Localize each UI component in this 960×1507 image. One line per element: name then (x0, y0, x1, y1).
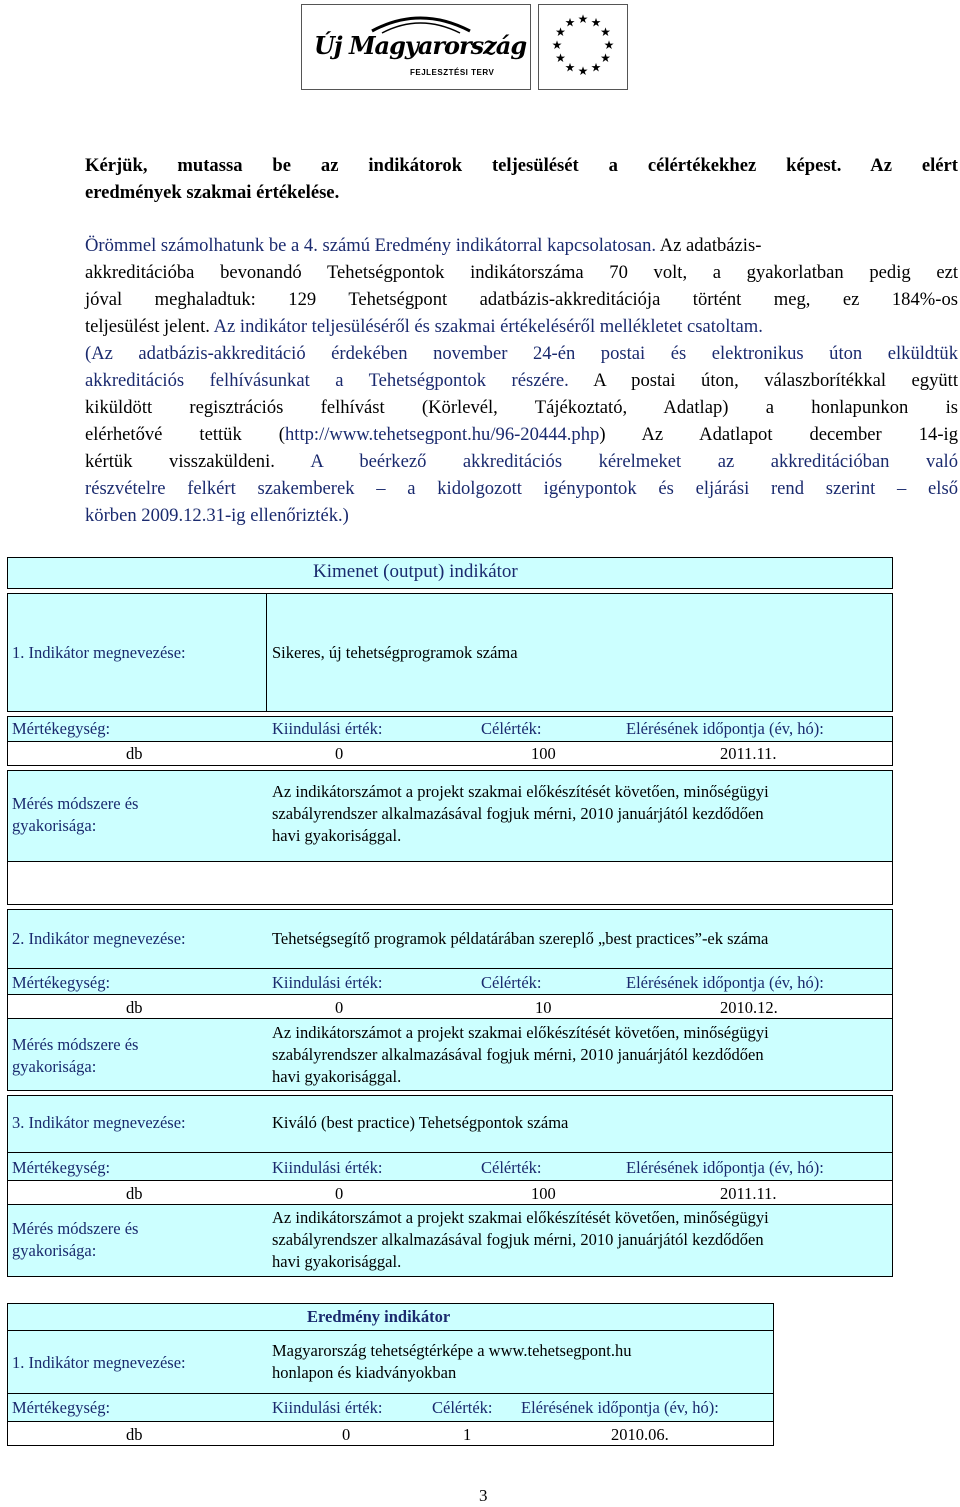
result-date-label: Elérésének időpontja (év, hó): (521, 1398, 719, 1417)
paragraph-line-5: (Az adatbázis-akkreditáció érdekében november 24-én postai és elektronikus úton elküldtük (85, 343, 958, 364)
indicator-3-start: 0 (335, 1184, 344, 1203)
page-number: 3 (479, 1486, 488, 1505)
eu-star: ★ (551, 38, 563, 52)
result-start-label: Kiindulási érték: (272, 1398, 383, 1417)
blank-spacer-row (7, 862, 893, 905)
logo-title: Új Magyarország (314, 31, 527, 60)
target-value-label: Célérték: (481, 719, 542, 738)
result-unit-label: Mértékegység: (12, 1398, 111, 1417)
paragraph-line-9 (85, 449, 958, 476)
question-line-1: Kérjük, mutassa be az indikátorok teljesülését a célértékekhez képest. Az elért (85, 155, 958, 176)
eu-star: ★ (603, 38, 615, 52)
result-indicator-label: 1. Indikátor megnevezése: (12, 1353, 186, 1372)
eu-stars-graphic (539, 5, 627, 89)
paragraph-line-4 (85, 314, 958, 341)
line4-a: teljesülést jelent. (85, 316, 214, 337)
result-start: 0 (342, 1425, 351, 1444)
date-label: Elérésének időpontja (év, hó): (626, 973, 824, 992)
method-text-line2: szabályrendszer alkalmazásával fogjuk mérni, 2010 januárjától kezdődően (272, 804, 764, 823)
indicator-3-target: 100 (531, 1184, 556, 1203)
unit-label: Mértékegység: (12, 973, 111, 992)
result-section-title: Eredmény indikátor (307, 1307, 451, 1326)
indicator-2-unit: db (126, 998, 143, 1017)
eu-star: ★ (600, 51, 611, 65)
result-unit: db (126, 1425, 143, 1444)
method-label-line2: gyakorisága: (12, 816, 97, 835)
line6-b: A postai úton, válaszborítékkal együtt (568, 370, 959, 391)
result-name-line1: Magyarország tehetségtérképe a www.tehetsegpont.hu (272, 1341, 632, 1360)
line8-b: ) Az Adatlapot december 14-ig (599, 424, 958, 445)
unit-label: Mértékegység: (12, 719, 111, 738)
line8-a: elérhetővé tettük ( (85, 424, 285, 445)
logo-subtitle: FEJLESZTÉSI TERV (410, 68, 495, 77)
target-value-label: Célérték: (481, 973, 542, 992)
indicator-1-start: 0 (335, 744, 344, 763)
indicator-3-unit: db (126, 1184, 143, 1203)
result-target-label: Célérték: (432, 1398, 493, 1417)
eu-star: ★ (590, 60, 602, 75)
date-label: Elérésének időpontja (év, hó): (626, 719, 824, 738)
paragraph-line-10: részvételre felkért szakemberek – a kidolgozott igénypontok és eljárási rend szerint – első (85, 478, 958, 499)
result-target: 1 (463, 1425, 472, 1444)
indicator-3-label: 3. Indikátor megnevezése: (12, 1113, 186, 1132)
indicator-1-date: 2011.11. (720, 744, 777, 763)
indicator-1-divider (266, 593, 267, 712)
start-value-label: Kiindulási érték: (272, 719, 383, 738)
paragraph-line-8 (85, 422, 958, 449)
indicator-2-target: 10 (535, 998, 552, 1017)
target-value-label: Célérték: (481, 1158, 542, 1177)
start-value-label: Kiindulási érték: (272, 973, 383, 992)
indicator-3-name: Kiváló (best practice) Tehetségpontok száma (272, 1113, 569, 1132)
indicator-2-start: 0 (335, 998, 344, 1017)
line9-b: A beérkező akkreditációs kérelmeket az akkreditációban való (274, 451, 958, 472)
eu-star: ★ (564, 60, 576, 75)
method-label-line1: Mérés módszere és (12, 1219, 139, 1238)
indicator-2-label: 2. Indikátor megnevezése: (12, 929, 186, 948)
method-label-line2: gyakorisága: (12, 1057, 97, 1076)
unit-label: Mértékegység: (12, 1158, 111, 1177)
uj-magyarorszag-logo (301, 4, 531, 90)
result-name-line2: honlapon és kiadványokban (272, 1363, 457, 1382)
indicator-1-unit: db (126, 744, 143, 763)
method-label-line1: Mérés módszere és (12, 794, 139, 813)
method-text-line3: havi gyakorisággal. (272, 826, 402, 845)
result-date: 2010.06. (611, 1425, 669, 1444)
indicator-1-method-label (12, 793, 138, 837)
method-text-line2: szabályrendszer alkalmazásával fogjuk mérni, 2010 januárjától kezdődően (272, 1045, 764, 1064)
method-text-line1: Az indikátorszámot a projekt szakmai előkészítését követően, minőségügyi (272, 1208, 769, 1227)
indicator-1-label: 1. Indikátor megnevezése: (12, 643, 186, 662)
indicator-1-name: Sikeres, új tehetségprogramok száma (272, 643, 518, 662)
eu-star: ★ (600, 25, 611, 39)
intro-sentence: Örömmel számolhatunk be a 4. számú Eredmény indikátorral kapcsolatosan. (85, 235, 657, 256)
method-text-line1: Az indikátorszámot a projekt szakmai előkészítését követően, minőségügyi (272, 1023, 769, 1042)
eu-star: ★ (590, 15, 602, 30)
result-indicator-name (272, 1340, 632, 1384)
output-section-title: Kimenet (output) indikátor (313, 561, 518, 582)
indicator-1-target: 100 (531, 744, 556, 763)
method-text-line1: Az indikátorszámot a projekt szakmai előkészítését követően, minőségügyi (272, 782, 769, 801)
eu-star: ★ (564, 15, 576, 30)
indicator-2-method-label (12, 1034, 138, 1078)
paragraph-line-11: körben 2009.12.31-ig ellenőrizték.) (85, 505, 349, 526)
date-label: Elérésének időpontja (év, hó): (626, 1158, 824, 1177)
line9-a: kértük visszaküldeni. (85, 451, 275, 472)
indicator-3-date: 2011.11. (720, 1184, 777, 1203)
line6-a: akkreditációs felhívásunkat a Tehetségpontok részére. (85, 370, 569, 391)
eu-star: ★ (555, 51, 566, 65)
indicator-3-method-text (272, 1207, 769, 1273)
method-label-line2: gyakorisága: (12, 1241, 97, 1260)
indicator-2-method-text (272, 1022, 769, 1088)
question-line-2: eredmények szakmai értékelése. (85, 182, 340, 203)
paragraph-line-6 (85, 368, 958, 395)
method-text-line3: havi gyakorisággal. (272, 1252, 402, 1271)
paragraph-line-2: akkreditációba bevonandó Tehetségpontok indikátorszáma 70 volt, a gyakorlatban pedig ezt (85, 262, 958, 283)
indicator-1-method-text (272, 781, 769, 847)
paragraph-line-3: jóval meghaladtuk: 129 Tehetségpont adatbázis-akkreditációja történt meg, ez 184%-os (85, 289, 958, 310)
eu-star: ★ (577, 12, 589, 26)
method-text-line2: szabályrendszer alkalmazásával fogjuk mérni, 2010 januárjától kezdődően (272, 1230, 764, 1249)
eu-star: ★ (555, 25, 566, 39)
intro-continuation: Az adatbázis- (659, 235, 762, 256)
indicator-2-date: 2010.12. (720, 998, 778, 1017)
start-value-label: Kiindulási érték: (272, 1158, 383, 1177)
eu-flag-icon (538, 4, 628, 90)
paragraph-line-1 (85, 233, 958, 260)
eu-star: ★ (577, 64, 589, 78)
tehetsegpont-link[interactable]: http://www.tehetsegpont.hu/96-20444.php (284, 424, 600, 445)
indicator-2-name: Tehetségsegítő programok példatárában szereplő „best practices”-ek száma (272, 929, 769, 948)
line4-b: Az indikátor teljesüléséről és szakmai értékeléséről mellékletet csatoltam. (213, 316, 763, 337)
paragraph-line-7: kiküldött regisztrációs felhívást (Körlevél, Tájékoztató, Adatlap) a honlapunkon is (85, 397, 958, 418)
method-text-line3: havi gyakorisággal. (272, 1067, 402, 1086)
indicator-3-method-label (12, 1218, 138, 1262)
method-label-line1: Mérés módszere és (12, 1035, 139, 1054)
